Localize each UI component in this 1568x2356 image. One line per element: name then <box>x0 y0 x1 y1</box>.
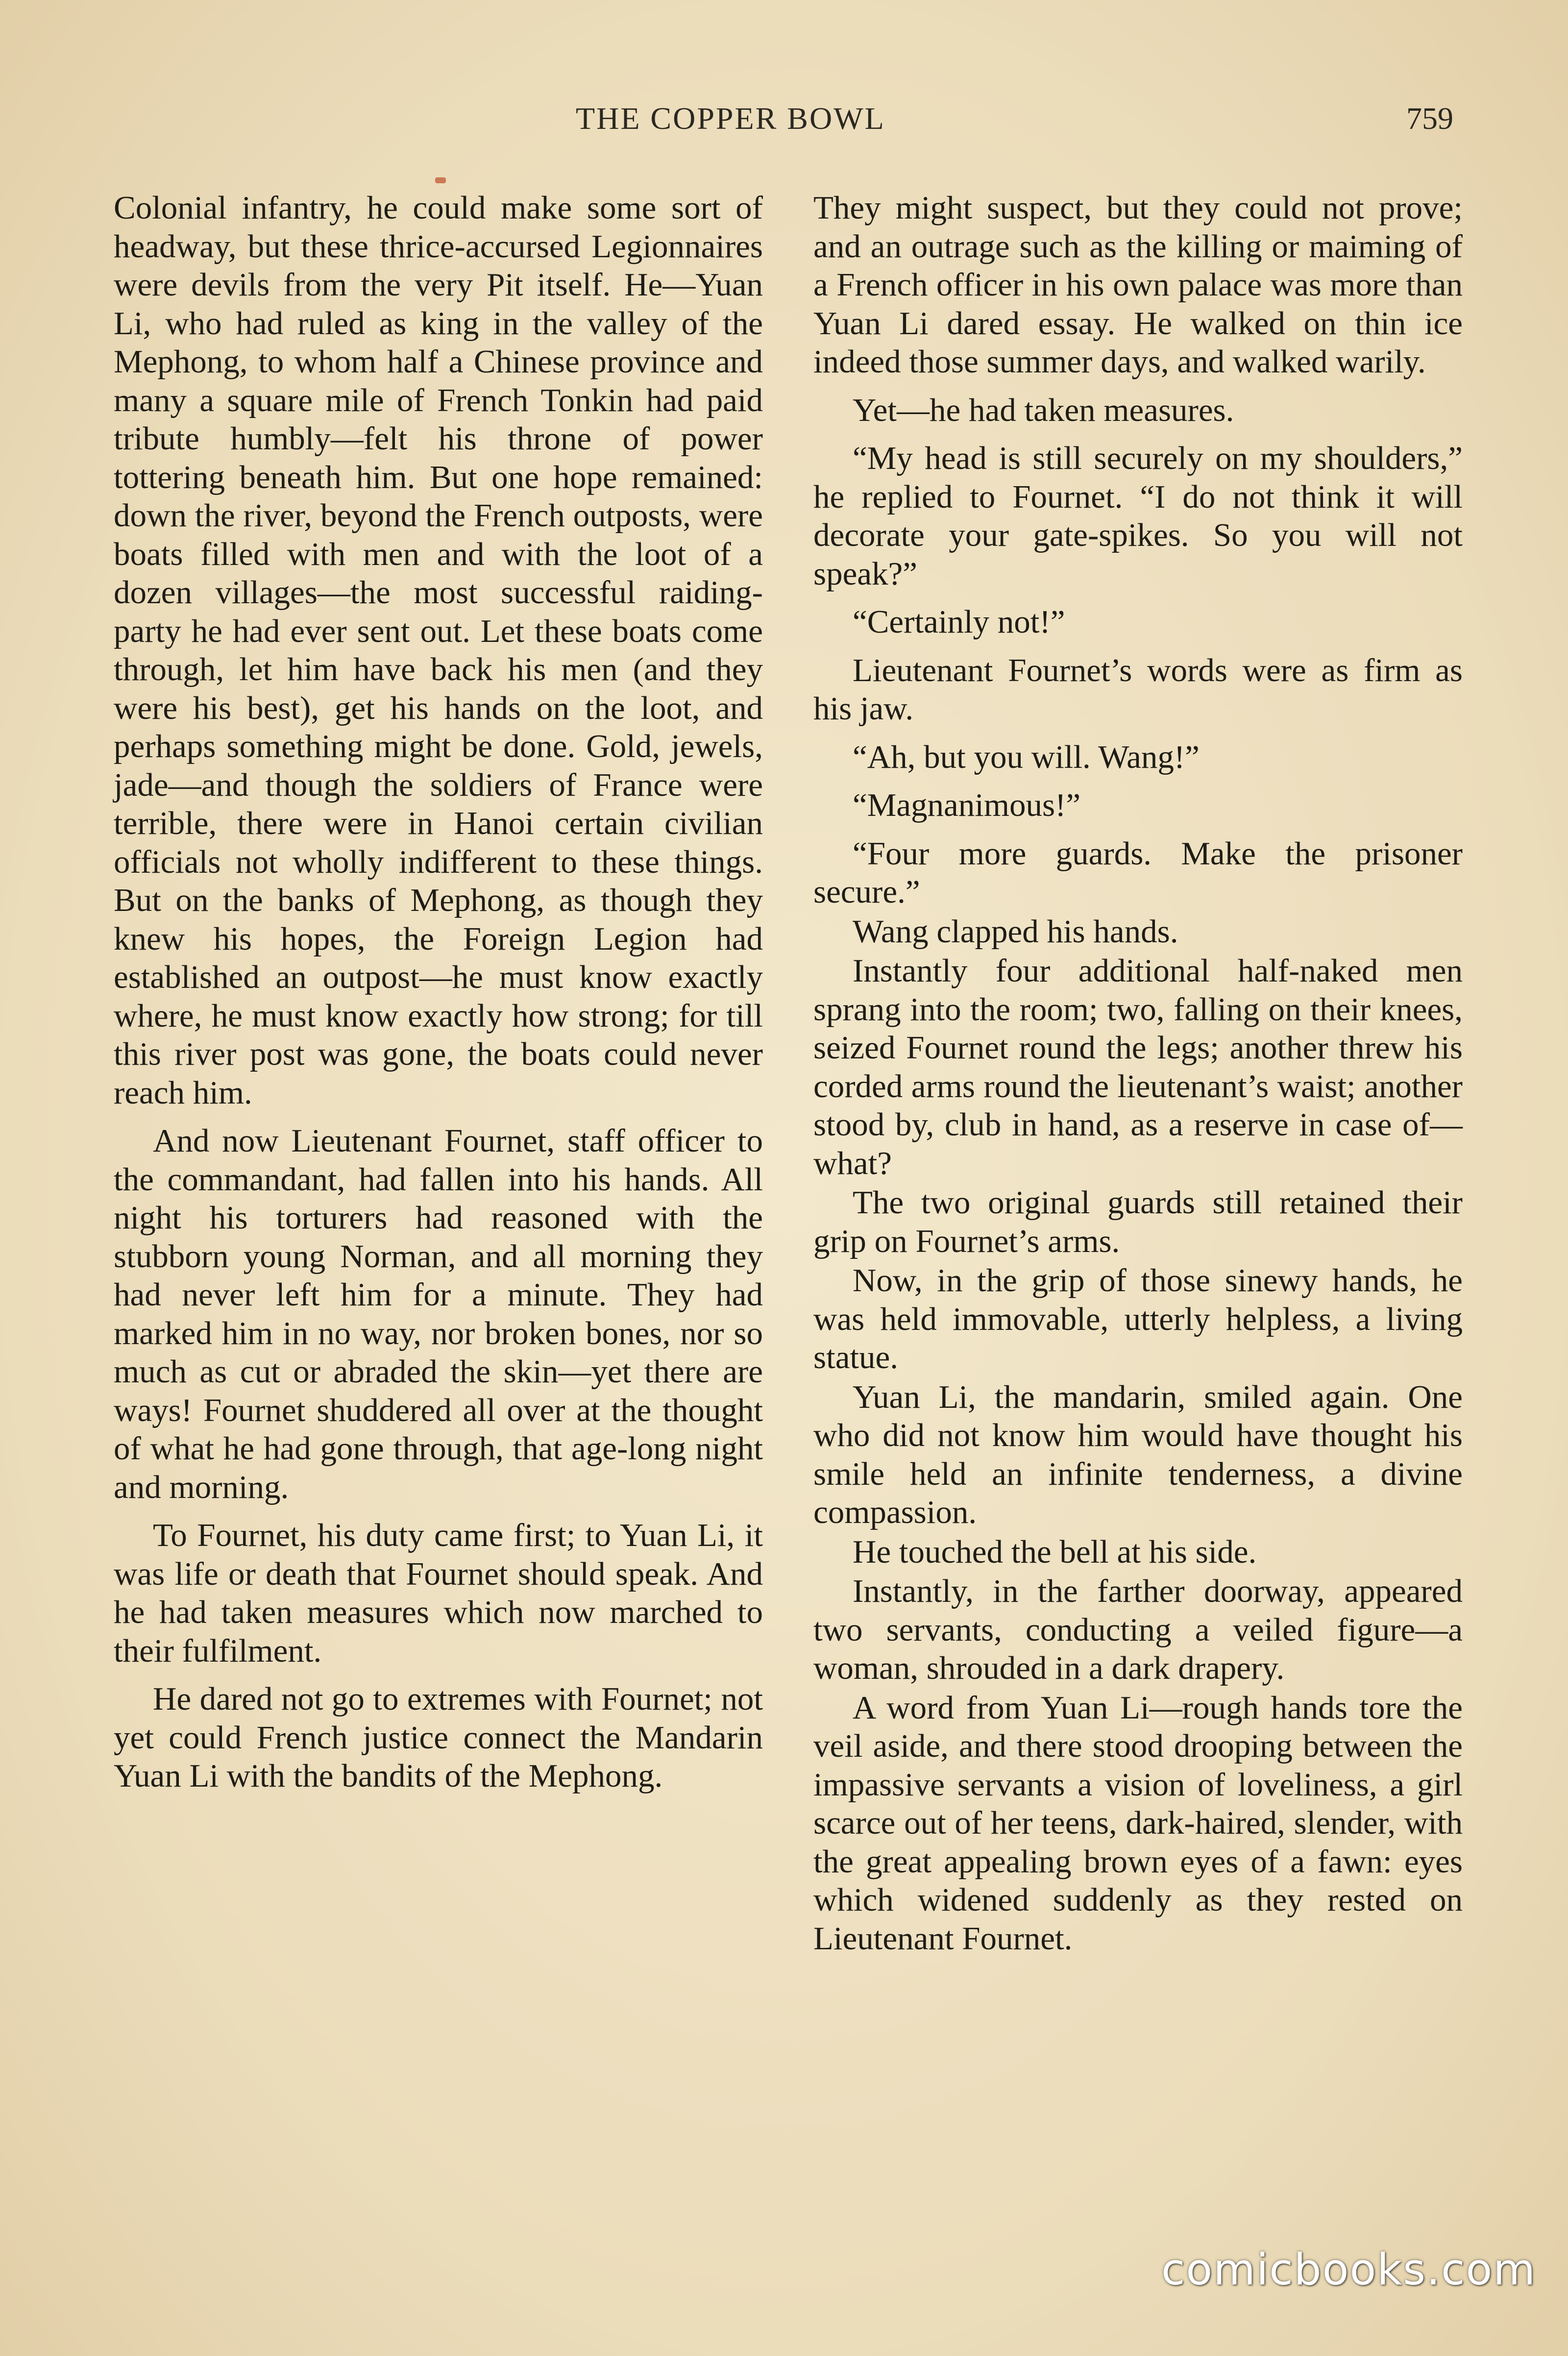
paragraph: “Certainly not!” <box>853 604 1065 640</box>
paragraph: Wang clapped his hands. <box>853 913 1178 950</box>
paragraph: Lieutenant Fournet’s words were as firm as his jaw. <box>813 652 1463 727</box>
running-header <box>0 100 1568 145</box>
paragraph: He dared not go to extremes with Fournet; not yet could French justice connect the Mandarin Yuan Li with the bandits of the Mephong. <box>114 1681 763 1794</box>
paragraph: “Ah, but you will. Wang!” <box>853 738 1200 775</box>
paragraph: Instantly four additional half-naked men sprang into the room; two, falling on their knees, seized Fournet round the legs; another threw his corded arms round the lieutenant’s waist; another stood by, club in hand, as a reserve in case of—what? <box>813 953 1463 1181</box>
paragraph: He touched the bell at his side. <box>853 1533 1257 1570</box>
paragraph: They might suspect, but they could not prove; and an outrage such as the killing or maiming of a French officer in his own palace was more than Yuan Li dared essay. He walked on thin ice indeed those summer days, and walked warily. <box>813 190 1463 380</box>
paragraph: The two original guards still retained their grip on Fournet’s arms. <box>813 1184 1463 1259</box>
running-title: THE COPPER BOWL <box>576 101 885 136</box>
paragraph: “My head is still securely on my shoulders,” he replied to Fournet. “I do not think it will decorate your gate-spikes. So you will not speak?” <box>813 440 1463 592</box>
paragraph: “Magnanimous!” <box>853 787 1081 823</box>
paragraph: Instantly, in the farther doorway, appeared two servants, conducting a veiled figure—a woman, shrouded in a dark drapery. <box>813 1573 1463 1686</box>
paragraph: A word from Yuan Li—rough hands tore the veil aside, and there stood drooping between the impassive servants a vision of loveliness, a girl scarce out of her teens, dark-haired, slender, with the great appealing brown eyes of a fawn: eyes which widened suddenly as they rested on Lieutenant Fournet. <box>813 1689 1463 1957</box>
paragraph: To Fournet, his duty came first; to Yuan Li, it was life or death that Fournet should speak. And he had taken measures which now marched to their fulfilment. <box>114 1517 763 1669</box>
site-watermark: comicbooks.com <box>1161 2244 1537 2295</box>
right-column <box>813 189 1463 1959</box>
paragraph: Colonial infantry, he could make some sort of headway, but these thrice-accursed Legionnaires were devils from the very Pit itself. He—Yuan Li, who had ruled as king in the valley of the Mephong, to whom half a Chinese province and many a square mile of French Tonkin had paid tribute humbly—felt his throne of power tottering beneath him. But one hope remained: down the river, beyond the French outposts, were boats filled with men and with the loot of a dozen villages—the most successful raiding-party he had ever sent out. Let these boats come through, let him have back his men (and they were his best), get his hands on the loot, and perhaps something might be done. Gold, jewels, jade—and though the soldiers of France were terrible, there were in Hanoi certain civilian officials not wholly indifferent to these things. But on the banks of Mephong, as though they knew his hopes, the Foreign Legion had established an outpost—he must know exactly where, he must know exactly how strong; for till this river post was gone, the boats could never reach him. <box>114 190 763 1111</box>
left-column <box>114 189 763 1805</box>
paragraph: Yet—he had taken measures. <box>853 392 1234 428</box>
paragraph: Yuan Li, the mandarin, smiled again. One who did not know him would have thought his smile held an infinite tenderness, a divine compassion. <box>813 1378 1463 1530</box>
paragraph: “Four more guards. Make the prisoner secure.” <box>813 835 1463 910</box>
paragraph: Now, in the grip of those sinewy hands, he was held immovable, utterly helpless, a living statue. <box>813 1262 1463 1375</box>
page-number: 759 <box>1406 101 1453 136</box>
paragraph: And now Lieutenant Fournet, staff officer to the commandant, had fallen into his hands. All night his torturers had reasoned with the stubborn young Norman, and all morning they had never left him for a minute. They had marked him in no way, nor broken bones, nor so much as cut or abraded the skin—yet there are ways! Fournet shuddered all over at the thought of what he had gone through, that age-long night and morning. <box>114 1123 763 1505</box>
ink-smudge <box>435 177 446 183</box>
